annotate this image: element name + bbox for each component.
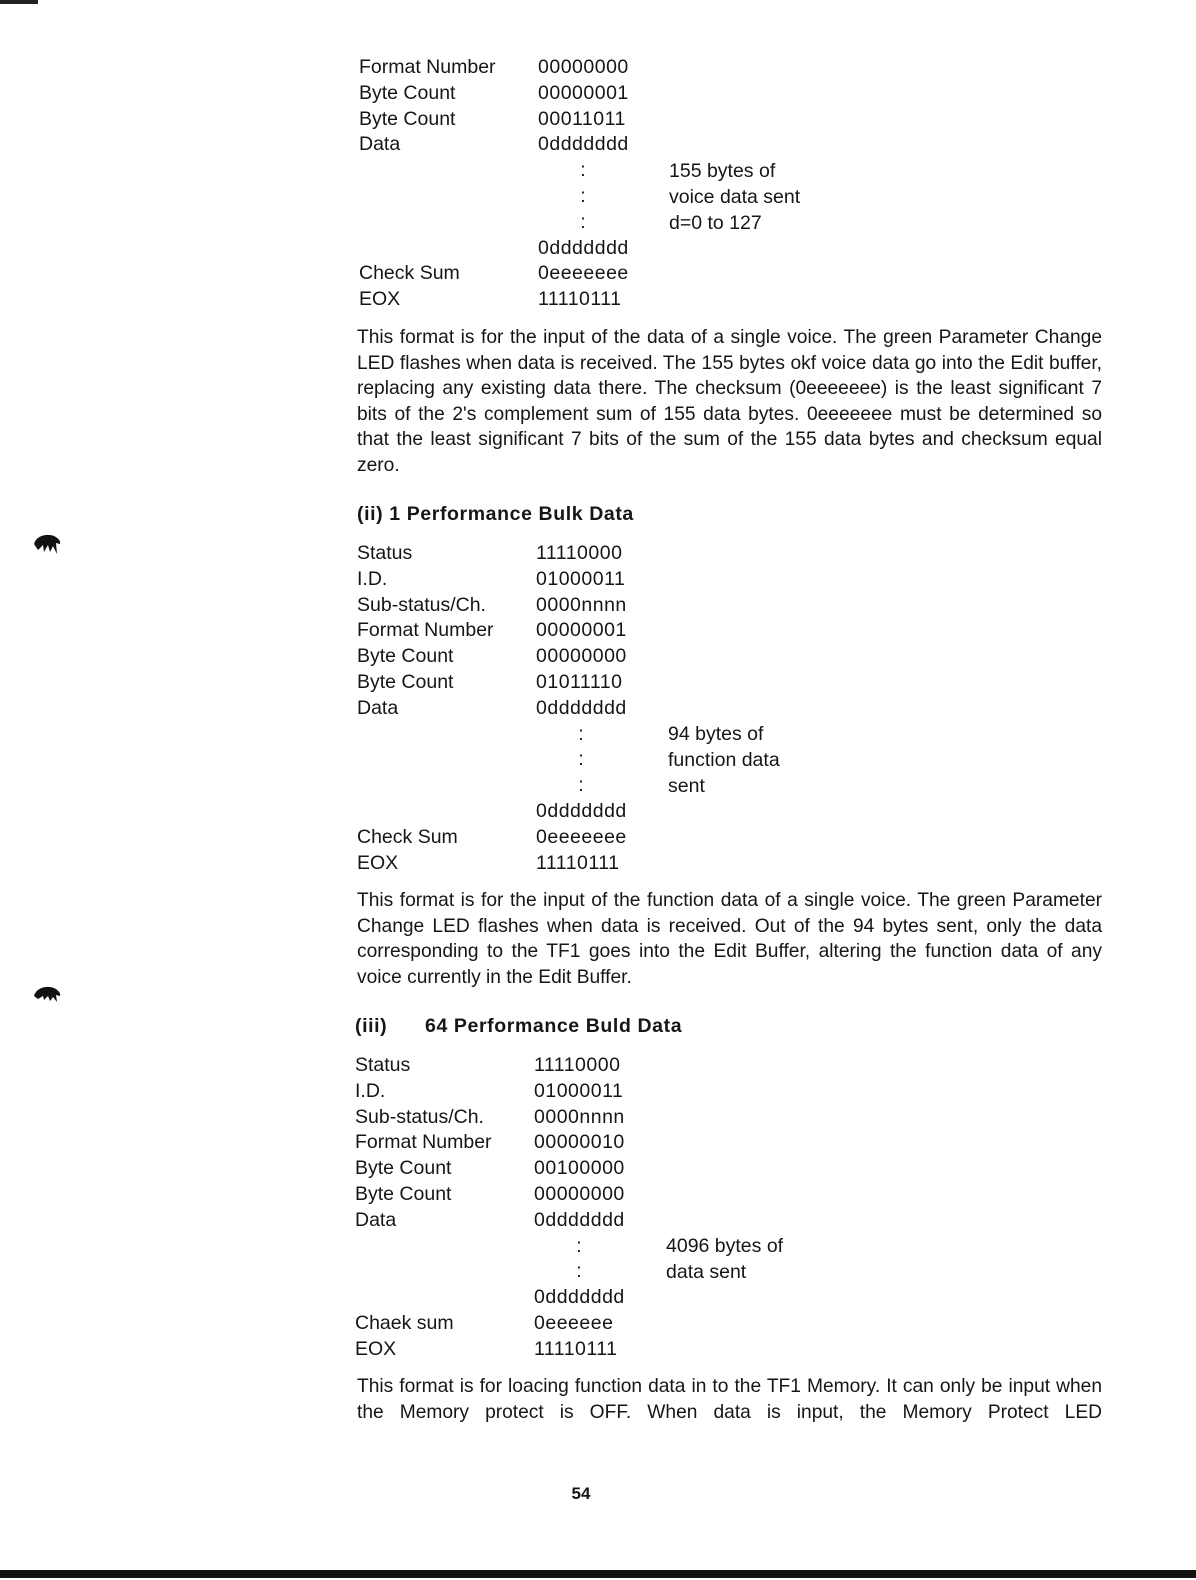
field-value: 01000011: [536, 567, 626, 590]
field-value: 0eeeeee: [534, 1312, 614, 1334]
field-value: 00000010: [534, 1131, 625, 1154]
field-label: Data: [357, 696, 399, 719]
side-note-line: data sent: [666, 1260, 747, 1283]
field-value: 0000nnnn: [536, 593, 627, 616]
field-label: Format Number: [359, 56, 496, 78]
field-label: Byte Count: [355, 1183, 452, 1205]
field-label: Chaek sum: [355, 1312, 454, 1334]
field-label: Sub-status/Ch.: [357, 593, 486, 616]
field-label: EOX: [357, 851, 399, 874]
section-heading-iii: [355, 1015, 682, 1038]
field-value: 0ddddddd: [534, 1286, 625, 1309]
field-label: I.D.: [357, 567, 388, 590]
field-value: 0000nnnn: [534, 1105, 625, 1128]
field-value: 00000000: [536, 645, 627, 668]
field-value: 11110111: [536, 851, 620, 874]
section-number: (iii): [355, 1015, 388, 1037]
field-value: 0eeeeeee: [538, 262, 629, 285]
field-label: EOX: [359, 288, 401, 311]
field-label: Format Number: [357, 619, 494, 642]
scan-mark-top: [0, 0, 38, 4]
field-label: Data: [359, 133, 401, 156]
field-value: 00000000: [538, 56, 629, 78]
field-label: Check Sum: [357, 825, 458, 848]
field-value: 00000000: [534, 1183, 625, 1205]
field-value: 11110000: [536, 542, 623, 564]
field-label: Byte Count: [357, 671, 454, 693]
field-label: Byte Count: [359, 107, 456, 130]
section-heading-ii: (ii) 1 Performance Bulk Data: [357, 503, 634, 525]
side-note-line: sent: [668, 774, 705, 797]
field-value: 11110111: [538, 288, 622, 311]
field-value: 01011110: [536, 671, 623, 693]
field-label: Byte Count: [357, 645, 454, 668]
side-note-line: voice data sent: [669, 185, 801, 208]
continuation-marker: :: [576, 1234, 582, 1257]
field-label: Byte Count: [355, 1157, 452, 1180]
field-value: 00000001: [536, 619, 627, 642]
field-value: 11110111: [534, 1337, 618, 1360]
side-note-line: 4096 bytes of: [666, 1235, 784, 1257]
field-value: 0ddddddd: [536, 696, 627, 719]
field-label: Format Number: [355, 1131, 492, 1154]
field-value: 0ddddddd: [538, 133, 629, 156]
field-value: 11110000: [534, 1054, 621, 1076]
field-value: 0ddddddd: [538, 236, 629, 259]
continuation-marker: :: [576, 1260, 582, 1283]
performance-data-description: This format is for the input of the function data of a single voice. The green Parameter Change LED flashes when data is received. Out of the 94 bytes sent, only the data corresponding to the TF1 goes into the Edit Buffer, altering the function data of any voice currently in the Edit Buffer.: [357, 890, 1102, 988]
scan-blot-icon: [32, 984, 62, 1008]
field-value: 01000011: [534, 1079, 624, 1102]
field-label: Data: [355, 1208, 397, 1231]
field-value: 0ddddddd: [536, 800, 627, 822]
scan-blot-icon: [32, 532, 62, 556]
page-number: 54: [571, 1484, 591, 1503]
side-note-line: function data: [668, 748, 780, 771]
continuation-marker: :: [580, 159, 586, 182]
field-value: 0eeeeeee: [536, 825, 627, 848]
continuation-marker: :: [578, 722, 584, 745]
field-value: 00011011: [538, 107, 626, 130]
continuation-marker: :: [580, 210, 586, 233]
field-label: Check Sum: [359, 262, 460, 285]
field-value: 00000001: [538, 81, 629, 104]
side-note-line: 94 bytes of: [668, 723, 764, 745]
field-value: 0ddddddd: [534, 1208, 625, 1231]
continuation-marker: :: [578, 774, 584, 797]
field-value: 00100000: [534, 1157, 625, 1180]
side-note-line: d=0 to 127: [669, 211, 762, 234]
field-label: Byte Count: [359, 81, 456, 104]
field-label: Status: [357, 542, 413, 564]
field-label: I.D.: [355, 1079, 386, 1102]
continuation-marker: :: [580, 185, 586, 207]
continuation-marker: :: [578, 748, 584, 771]
field-label: Sub-status/Ch.: [355, 1105, 484, 1128]
field-label: Status: [355, 1054, 411, 1076]
field-label: EOX: [355, 1337, 397, 1360]
scan-border-bottom: [0, 1570, 1196, 1578]
side-note-line: 155 bytes of: [669, 160, 776, 182]
voice-data-description: This format is for the input of the data of a single voice. The green Parameter Change LED flashes when data is received. The 155 bytes okf voice data go into the Edit buffer, replacing any existing data there. The checksum (0eeeeeee) is the least significant 7 bits of the 2's complement sum of 155 data bytes. 0eeeeeee must be determined so that the least significant 7 bits of the sum of the 155 data bytes and checksum equal zero.: [357, 327, 1102, 476]
memory-load-description: This format is for loacing function data in to the TF1 Memory. It can only be input when the Memory protect is OFF. When data is input, the Memory Protect LED: [357, 1376, 1102, 1423]
section-title: 64 Performance Buld Data: [425, 1015, 683, 1037]
